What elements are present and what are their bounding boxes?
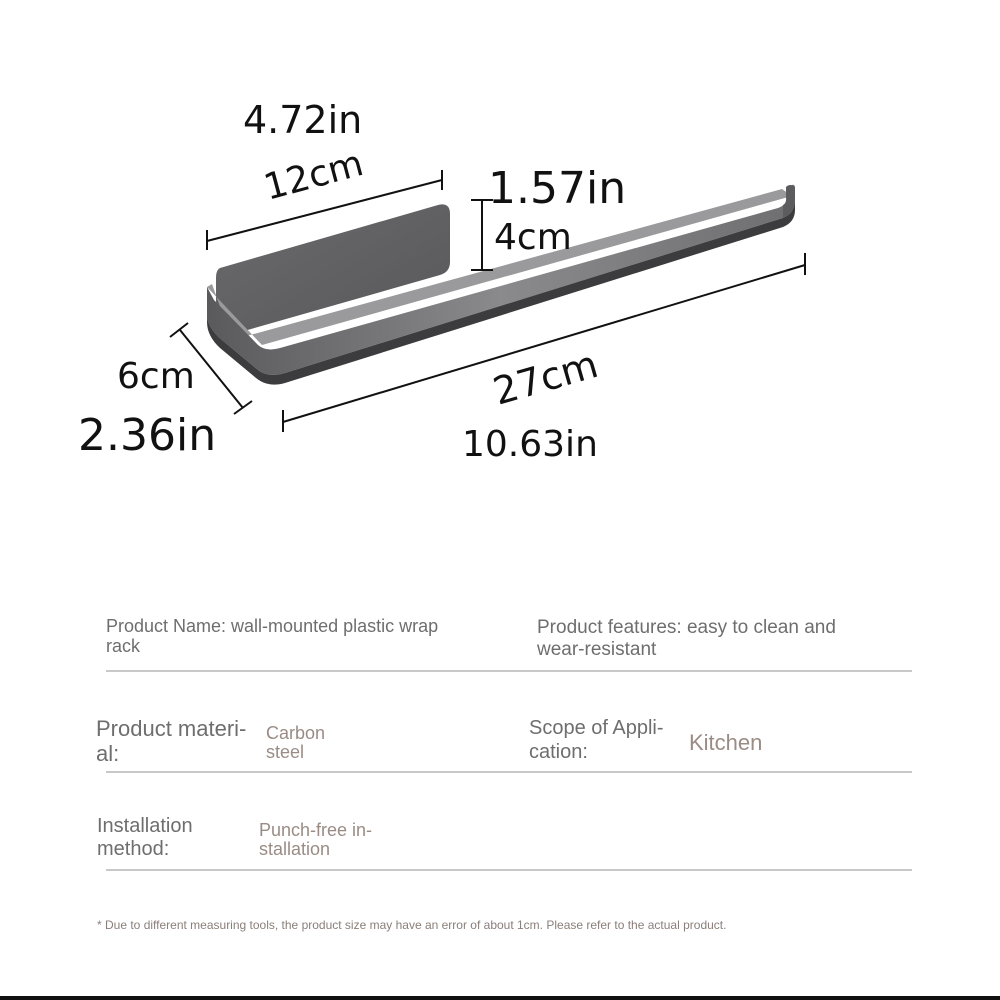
width-cm-label: 12cm (259, 143, 368, 209)
material-value: Carbon steel (266, 723, 326, 762)
towel-bar-image (207, 185, 795, 385)
bottom-border (0, 996, 1000, 1000)
length-in-label: 10.63in (462, 424, 598, 465)
width-in-label: 4.72in (243, 98, 363, 142)
scope-value: Kitchen (689, 730, 763, 755)
disclaimer-note: * Due to different measuring tools, the product size may have an error of about 1cm. Please refer to the actual product. (97, 918, 727, 932)
depth-cm-label: 6cm (117, 356, 195, 397)
height-in-label: 1.57in (488, 163, 627, 214)
depth-in-label: 2.36in (78, 410, 217, 461)
spec-divider (106, 771, 912, 773)
spec-divider (106, 869, 912, 871)
material-label: Product materi-al: (96, 716, 247, 766)
product-features-label: Product features: easy to clean and wear-resistant (537, 617, 836, 660)
height-cm-label: 4cm (494, 217, 572, 258)
scope-label: Scope of Appli-cation: (529, 717, 664, 763)
spec-divider (106, 670, 912, 672)
installation-value: Punch-free in-stallation (259, 820, 373, 859)
installation-label: Installation method: (97, 815, 193, 860)
product-name-label: Product Name: wall-mounted plastic wrap rack (106, 616, 439, 656)
length-cm-label: 27cm (488, 342, 603, 414)
